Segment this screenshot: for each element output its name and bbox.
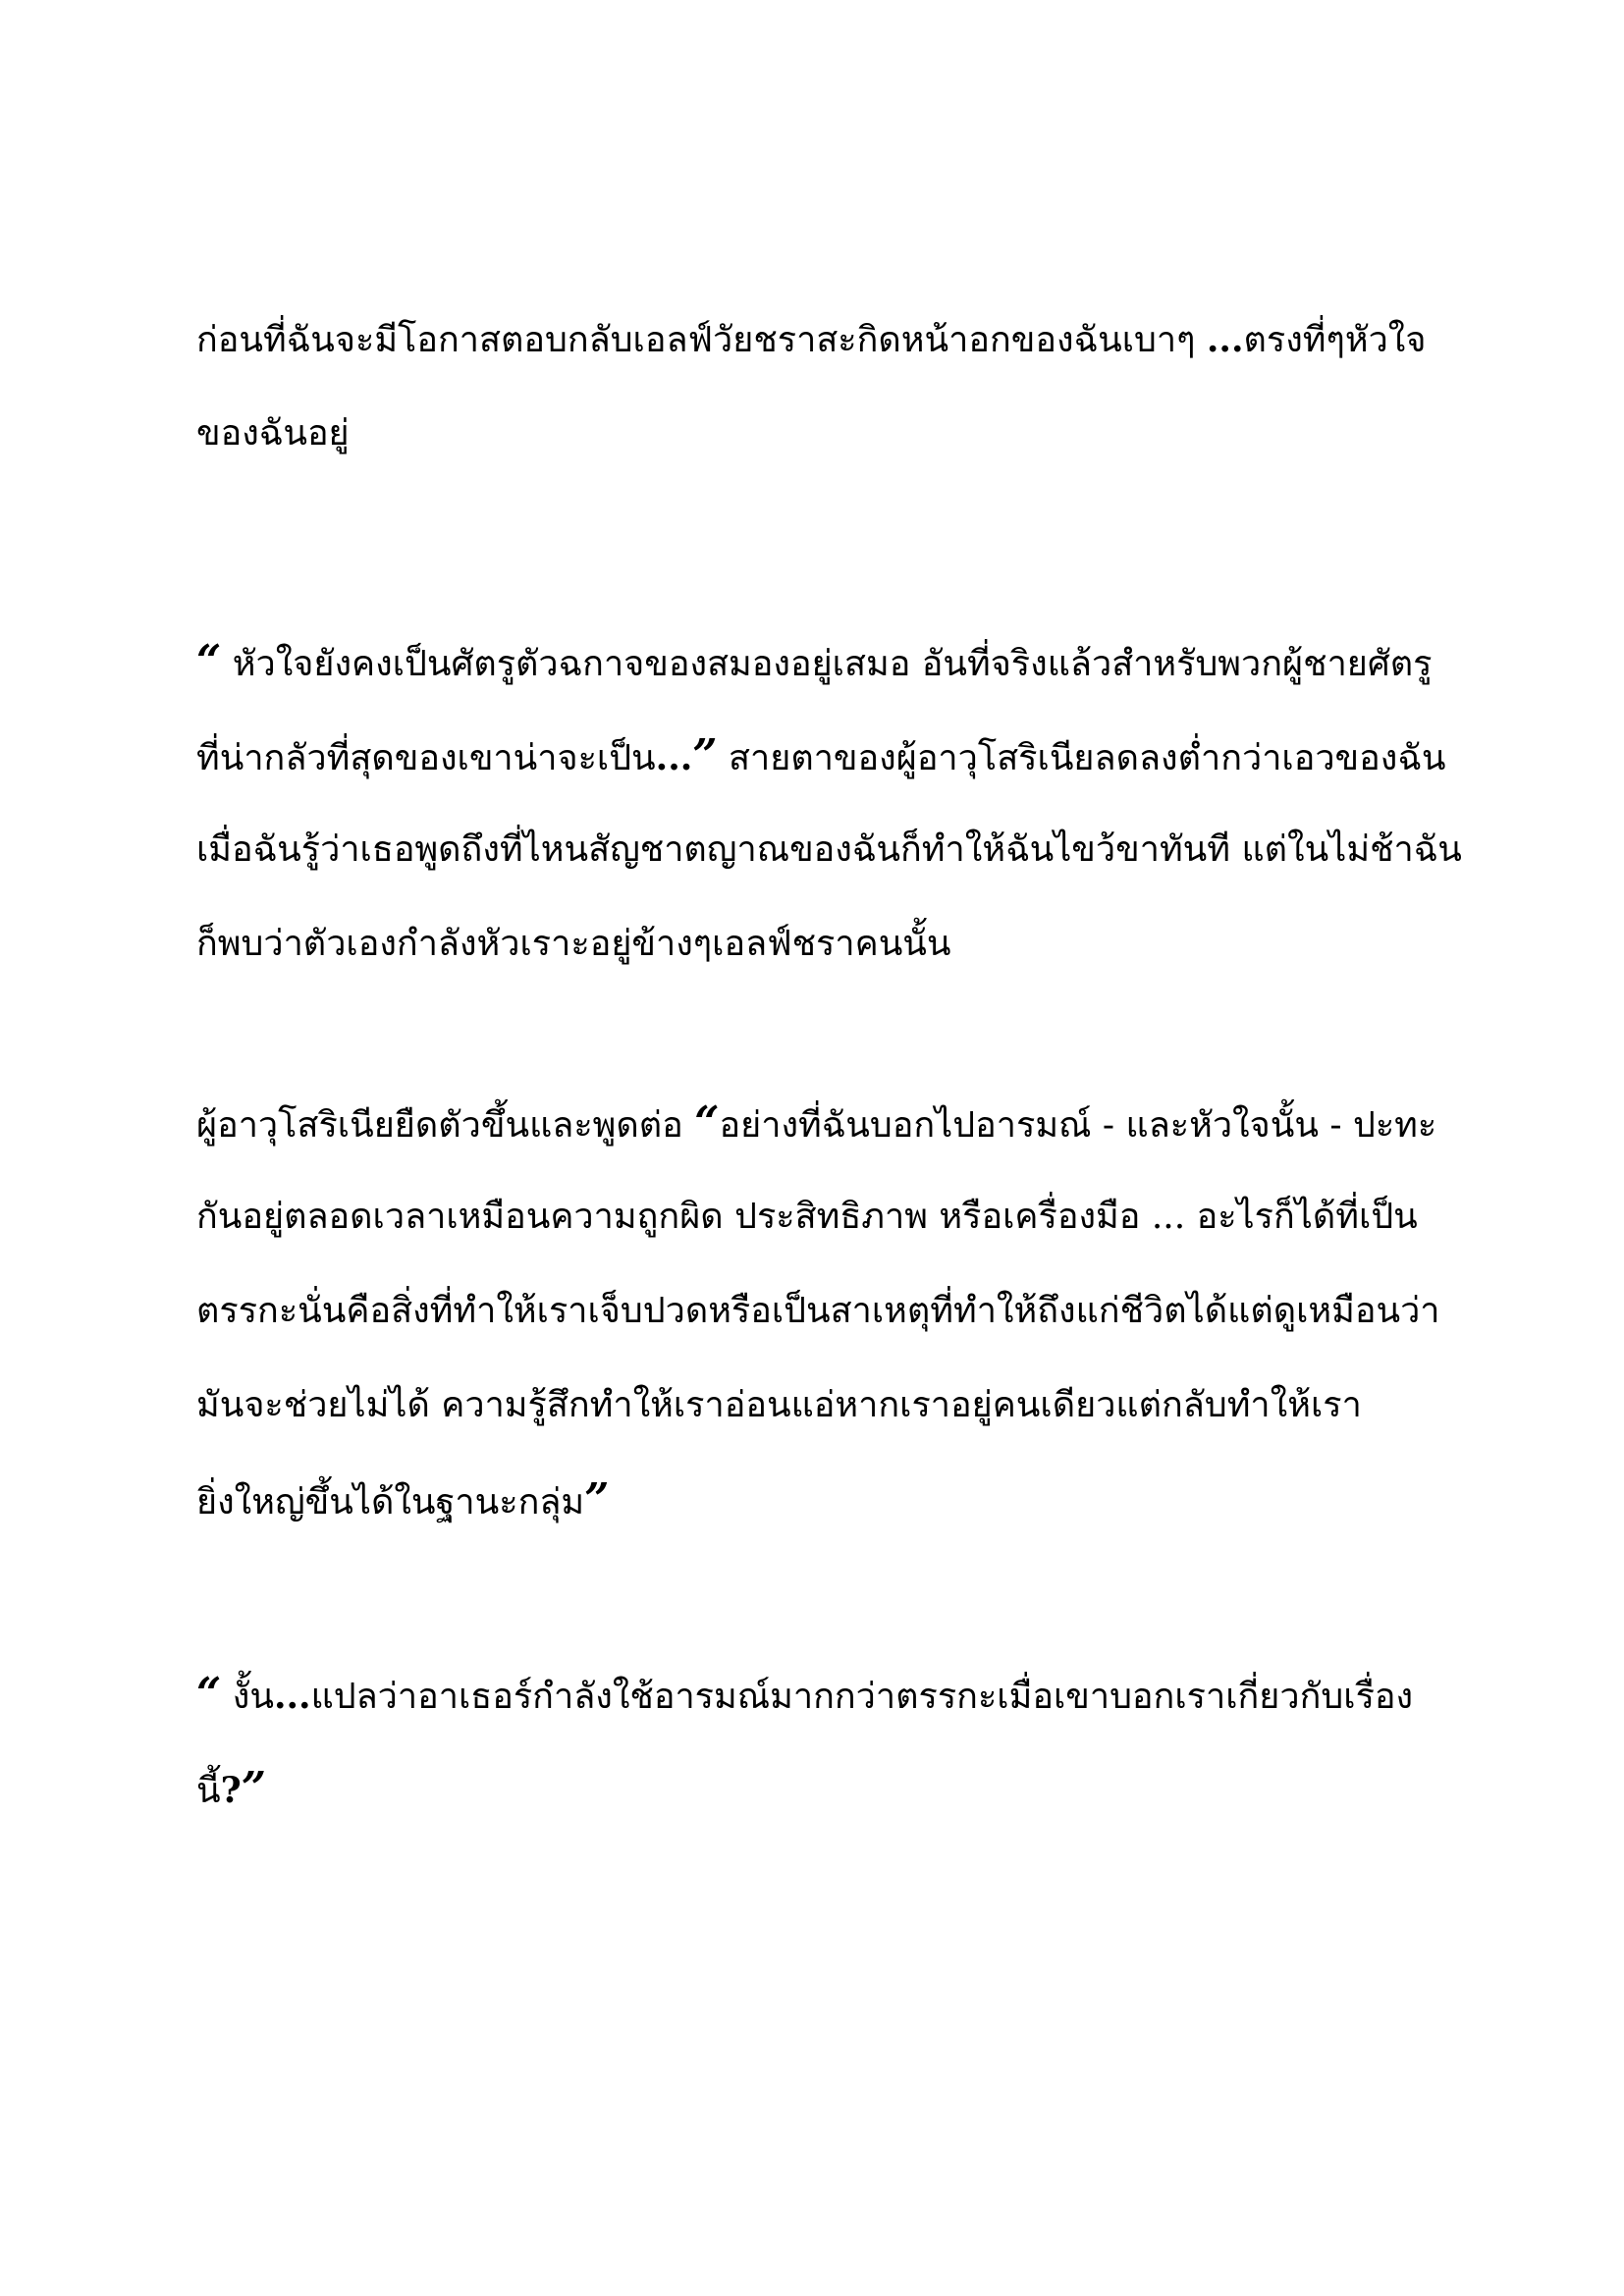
paragraph-4	[196, 1647, 1443, 1836]
text-line	[196, 387, 1443, 481]
text-span: งั้น	[221, 1677, 274, 1717]
text-span: กันอยู่ตลอดเวลาเหมือนความถูกผิด ประสิทธิภาพ หรือเครื่องมือ ... อะไรก็ได้ที่เป็น	[196, 1197, 1418, 1237]
text-span: ก็พบว่าตัวเองกำลังหัวเราะอยู่ข้างๆเอลฟ์ชราคนนั้น	[196, 924, 951, 964]
text-span: สายตาของผู้อาวุโสริเนียลดลงต่ำกว่าเอวของฉัน	[717, 738, 1446, 778]
close-quote: ”	[584, 1474, 610, 1524]
open-quote: “	[196, 1669, 222, 1719]
text-line	[196, 1170, 1443, 1264]
text-span: นี้	[196, 1771, 221, 1811]
text-line	[196, 1076, 1443, 1170]
close-quote: ”	[241, 1763, 267, 1813]
text-span: ที่น่ากลัวที่สุดของเขาน่าจะเป็น	[196, 738, 656, 778]
text-line	[196, 1264, 1443, 1359]
text-span: ของฉันอยู่	[196, 413, 350, 454]
text-span: อย่างที่ฉันบอกไปอารมณ์ - และหัวใจนั้น - ปะทะ	[719, 1105, 1437, 1146]
paragraph-3	[196, 1076, 1443, 1547]
text-line	[196, 1453, 1443, 1547]
text-span: ตรงที่ๆหัวใจ	[1243, 320, 1427, 360]
text-span: ตรรกะนั่นคือสิ่งที่ทำให้เราเจ็บปวดหรือเป็นสาเหตุที่ทำให้ถึงแก่ชีวิตได้แต่ดูเหมือนว่า	[196, 1291, 1440, 1331]
text-line	[196, 1741, 1443, 1836]
text-line	[196, 614, 1443, 709]
text-span: ก่อนที่ฉันจะมีโอกาสตอบกลับเอลฟ์วัยชราสะกิดหน้าอกของฉันเบาๆ	[196, 320, 1207, 360]
ellipsis: ...	[273, 1676, 311, 1717]
close-quote: ”	[692, 730, 718, 780]
text-span: เมื่อฉันรู้ว่าเธอพูดถึงที่ไหนสัญชาตญาณของฉันก็ทำให้ฉันไขว้ขาทันที แต่ในไม่ช้าฉัน	[196, 829, 1462, 870]
text-line	[196, 293, 1443, 387]
text-span: แปลว่าอาเธอร์กำลังใช้อารมณ์มากกว่าตรรกะเมื่อเขาบอกเราเกี่ยวกับเรื่อง	[310, 1677, 1414, 1717]
text-span: หัวใจยังคงเป็นศัตรูตัวฉกาจของสมองอยู่เสมอ อันที่จริงแล้วสำหรับพวกผู้ชายศัตรู	[221, 644, 1433, 684]
ellipsis: ...	[655, 737, 693, 778]
paragraph-1	[196, 293, 1443, 481]
text-line	[196, 1647, 1443, 1741]
text-line	[196, 1359, 1443, 1453]
text-span: ผู้อาวุโสริเนียยืดตัวขึ้นและพูดต่อ	[196, 1105, 695, 1146]
text-line	[196, 803, 1462, 897]
open-quote: “	[196, 636, 222, 686]
text-span: มันจะช่วยไม่ได้ ความรู้สึกทำให้เราอ่อนแอ่หากเราอยู่คนเดียวแต่กลับทำให้เรา	[196, 1385, 1362, 1425]
ellipsis: ...	[1206, 319, 1244, 360]
open-quote: “	[694, 1097, 720, 1148]
text-line	[196, 709, 1446, 803]
paragraph-2	[196, 614, 1462, 991]
text-span: ยิ่งใหญ่ขึ้นได้ในฐานะกลุ่ม	[196, 1482, 585, 1522]
text-line	[196, 897, 1443, 991]
question-mark: ?	[220, 1770, 242, 1811]
